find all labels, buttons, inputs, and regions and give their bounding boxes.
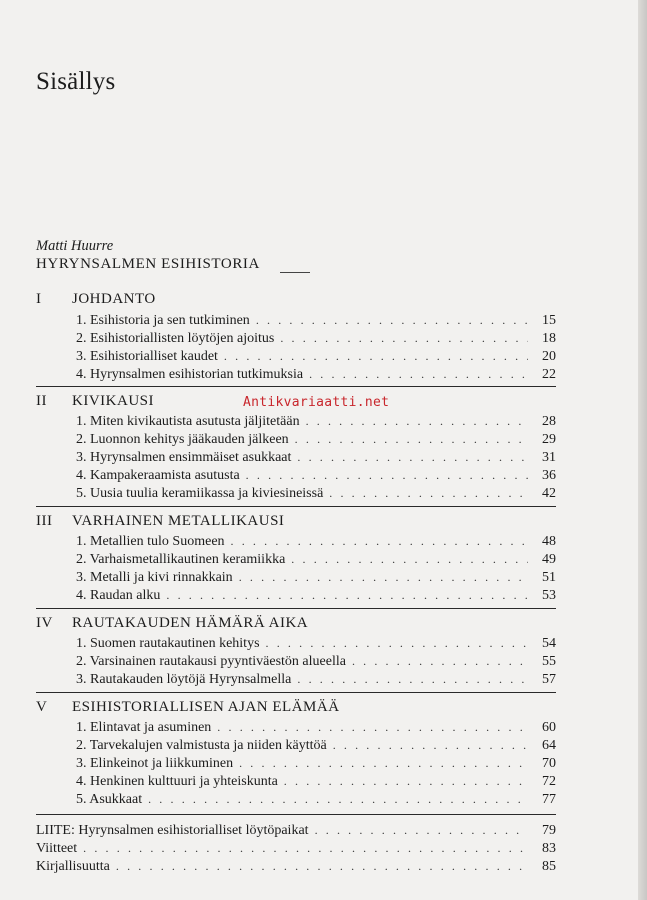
entry-label: 3. Metalli ja kivi rinnakkain (76, 570, 233, 585)
entry-label: 4. Henkinen kulttuuri ja yhteiskunta (76, 774, 278, 789)
toc-entry[interactable] (76, 719, 556, 736)
section-title-ii (36, 393, 154, 410)
leader-dots (280, 330, 528, 347)
toc-entry[interactable] (76, 431, 556, 448)
entry-page: 72 (542, 774, 556, 789)
section-title-text: JOHDANTO (72, 291, 156, 307)
toc-entry[interactable] (76, 551, 556, 568)
toc-entry[interactable] (76, 413, 556, 430)
leader-dots (309, 366, 528, 383)
entry-page: 22 (542, 367, 556, 382)
entry-label: 3. Rautakauden löytöjä Hyrynsalmella (76, 672, 292, 687)
entry-page: 15 (542, 313, 556, 328)
section-divider (36, 814, 556, 815)
leader-dots (315, 822, 528, 839)
entry-page: 53 (542, 588, 556, 603)
section-numeral: V (36, 699, 48, 715)
entry-label: 4. Kampakeraamista asutusta (76, 468, 240, 483)
leader-dots (83, 840, 528, 857)
entry-label: Kirjallisuutta (36, 859, 110, 874)
leader-dots (306, 413, 528, 430)
entry-label: 4. Hyrynsalmen esihistorian tutkimuksia (76, 367, 304, 382)
leader-dots (284, 773, 528, 790)
toc-entry[interactable] (76, 569, 556, 586)
toc-entry[interactable] (76, 330, 556, 347)
leader-dots (239, 569, 528, 586)
section-numeral: I (36, 291, 42, 307)
section-title-text: RAUTAKAUDEN HÄMÄRÄ AIKA (72, 615, 309, 631)
entry-page: 77 (542, 792, 556, 807)
toc-entry[interactable] (76, 671, 556, 688)
entry-page: 49 (542, 552, 556, 567)
section-numeral: II (36, 393, 47, 409)
page-edge-shadow (638, 0, 647, 900)
section-divider (36, 608, 556, 609)
entry-page: 18 (542, 331, 556, 346)
entry-label: 2. Varsinainen rautakausi pyyntiväestön alueella (76, 654, 346, 669)
toc-entry-bibliography[interactable] (36, 858, 556, 875)
toc-entry-notes[interactable] (36, 840, 556, 857)
entry-page: 36 (542, 468, 556, 483)
entry-label: 1. Metallien tulo Suomeen (76, 534, 225, 549)
entry-page: 85 (542, 859, 556, 874)
toc-entry[interactable] (76, 587, 556, 604)
leader-dots (266, 635, 528, 652)
section-title-text: ESIHISTORIALLISEN AJAN ELÄMÄÄ (72, 699, 340, 715)
toc-entry[interactable] (76, 533, 556, 550)
toc-entry[interactable] (76, 737, 556, 754)
entry-label: 1. Elintavat ja asuminen (76, 720, 212, 735)
section-title-text: KIVIKAUSI (72, 393, 154, 409)
entry-page: 29 (542, 432, 556, 447)
entry-label: 3. Hyrynsalmen ensimmäiset asukkaat (76, 450, 292, 465)
entry-label: 2. Tarvekalujen valmistusta ja niiden käyttöä (76, 738, 327, 753)
toc-entry[interactable] (76, 773, 556, 790)
entry-page: 20 (542, 349, 556, 364)
entry-label: 1. Esihistoria ja sen tutkiminen (76, 313, 250, 328)
leader-dots (295, 431, 528, 448)
section-numeral: IV (36, 615, 53, 631)
page-title: Sisällys (36, 68, 116, 95)
entry-page: 48 (542, 534, 556, 549)
toc-entry[interactable] (76, 348, 556, 365)
leader-dots (246, 467, 528, 484)
toc-entry[interactable] (76, 755, 556, 772)
toc-entry[interactable] (76, 653, 556, 670)
entry-label: 1. Miten kivikautista asutusta jäljitetään (76, 414, 300, 429)
section-divider (36, 386, 556, 387)
leader-dots (224, 348, 528, 365)
entry-page: 70 (542, 756, 556, 771)
entry-page: 42 (542, 486, 556, 501)
leader-dots (333, 737, 528, 754)
entry-page: 79 (542, 823, 556, 838)
entry-label: 2. Luonnon kehitys jääkauden jälkeen (76, 432, 289, 447)
section-title-iv (36, 615, 308, 632)
section-title-text: VARHAINEN METALLIKAUSI (72, 513, 285, 529)
section-title-v (36, 699, 340, 716)
section-divider (36, 692, 556, 693)
entry-page: 60 (542, 720, 556, 735)
entry-page: 28 (542, 414, 556, 429)
toc-entry[interactable] (76, 635, 556, 652)
toc-entry[interactable] (76, 791, 556, 808)
entry-label: LIITE: Hyrynsalmen esihistorialliset löytöpaikat (36, 823, 309, 838)
leader-dots (329, 485, 528, 502)
section-numeral: III (36, 513, 53, 529)
entry-label: Viitteet (36, 841, 78, 856)
leader-dots (256, 312, 528, 329)
leader-dots (217, 719, 528, 736)
entry-label: 5. Asukkaat (76, 792, 143, 807)
entry-page: 31 (542, 450, 556, 465)
toc-entry[interactable] (76, 449, 556, 466)
toc-entry-appendix[interactable] (36, 822, 556, 839)
entry-page: 64 (542, 738, 556, 753)
toc-entry[interactable] (76, 366, 556, 383)
leader-dots (148, 791, 528, 808)
entry-label: 4. Raudan alku (76, 588, 161, 603)
entry-page: 83 (542, 841, 556, 856)
section-title-i (36, 291, 156, 308)
leader-dots (116, 858, 528, 875)
entry-page: 54 (542, 636, 556, 651)
section-title-iii (36, 513, 284, 530)
entry-label: 1. Suomen rautakautinen kehitys (76, 636, 260, 651)
leader-dots (231, 533, 528, 550)
leader-dots (297, 671, 528, 688)
entry-page: 51 (542, 570, 556, 585)
entry-page: 55 (542, 654, 556, 669)
title-underline (280, 272, 310, 273)
author-name: Matti Huurre (36, 238, 114, 254)
leader-dots (352, 653, 528, 670)
work-title: HYRYNSALMEN ESIHISTORIA (36, 256, 260, 272)
entry-label: 2. Varhaismetallikautinen keramiikka (76, 552, 286, 567)
entry-label: 5. Uusia tuulia keramiikassa ja kiviesineissä (76, 486, 324, 501)
entry-label: 3. Elinkeinot ja liikkuminen (76, 756, 234, 771)
leader-dots (239, 755, 528, 772)
toc-entry[interactable] (76, 467, 556, 484)
entry-label: 3. Esihistorialliset kaudet (76, 349, 218, 364)
entry-label: 2. Esihistoriallisten löytöjen ajoitus (76, 331, 275, 346)
toc-entry[interactable] (76, 485, 556, 502)
toc-entry[interactable] (76, 312, 556, 329)
leader-dots (166, 587, 528, 604)
watermark: Antikvariaatti.net (243, 395, 390, 410)
section-divider (36, 506, 556, 507)
entry-page: 57 (542, 672, 556, 687)
leader-dots (297, 449, 528, 466)
leader-dots (291, 551, 528, 568)
